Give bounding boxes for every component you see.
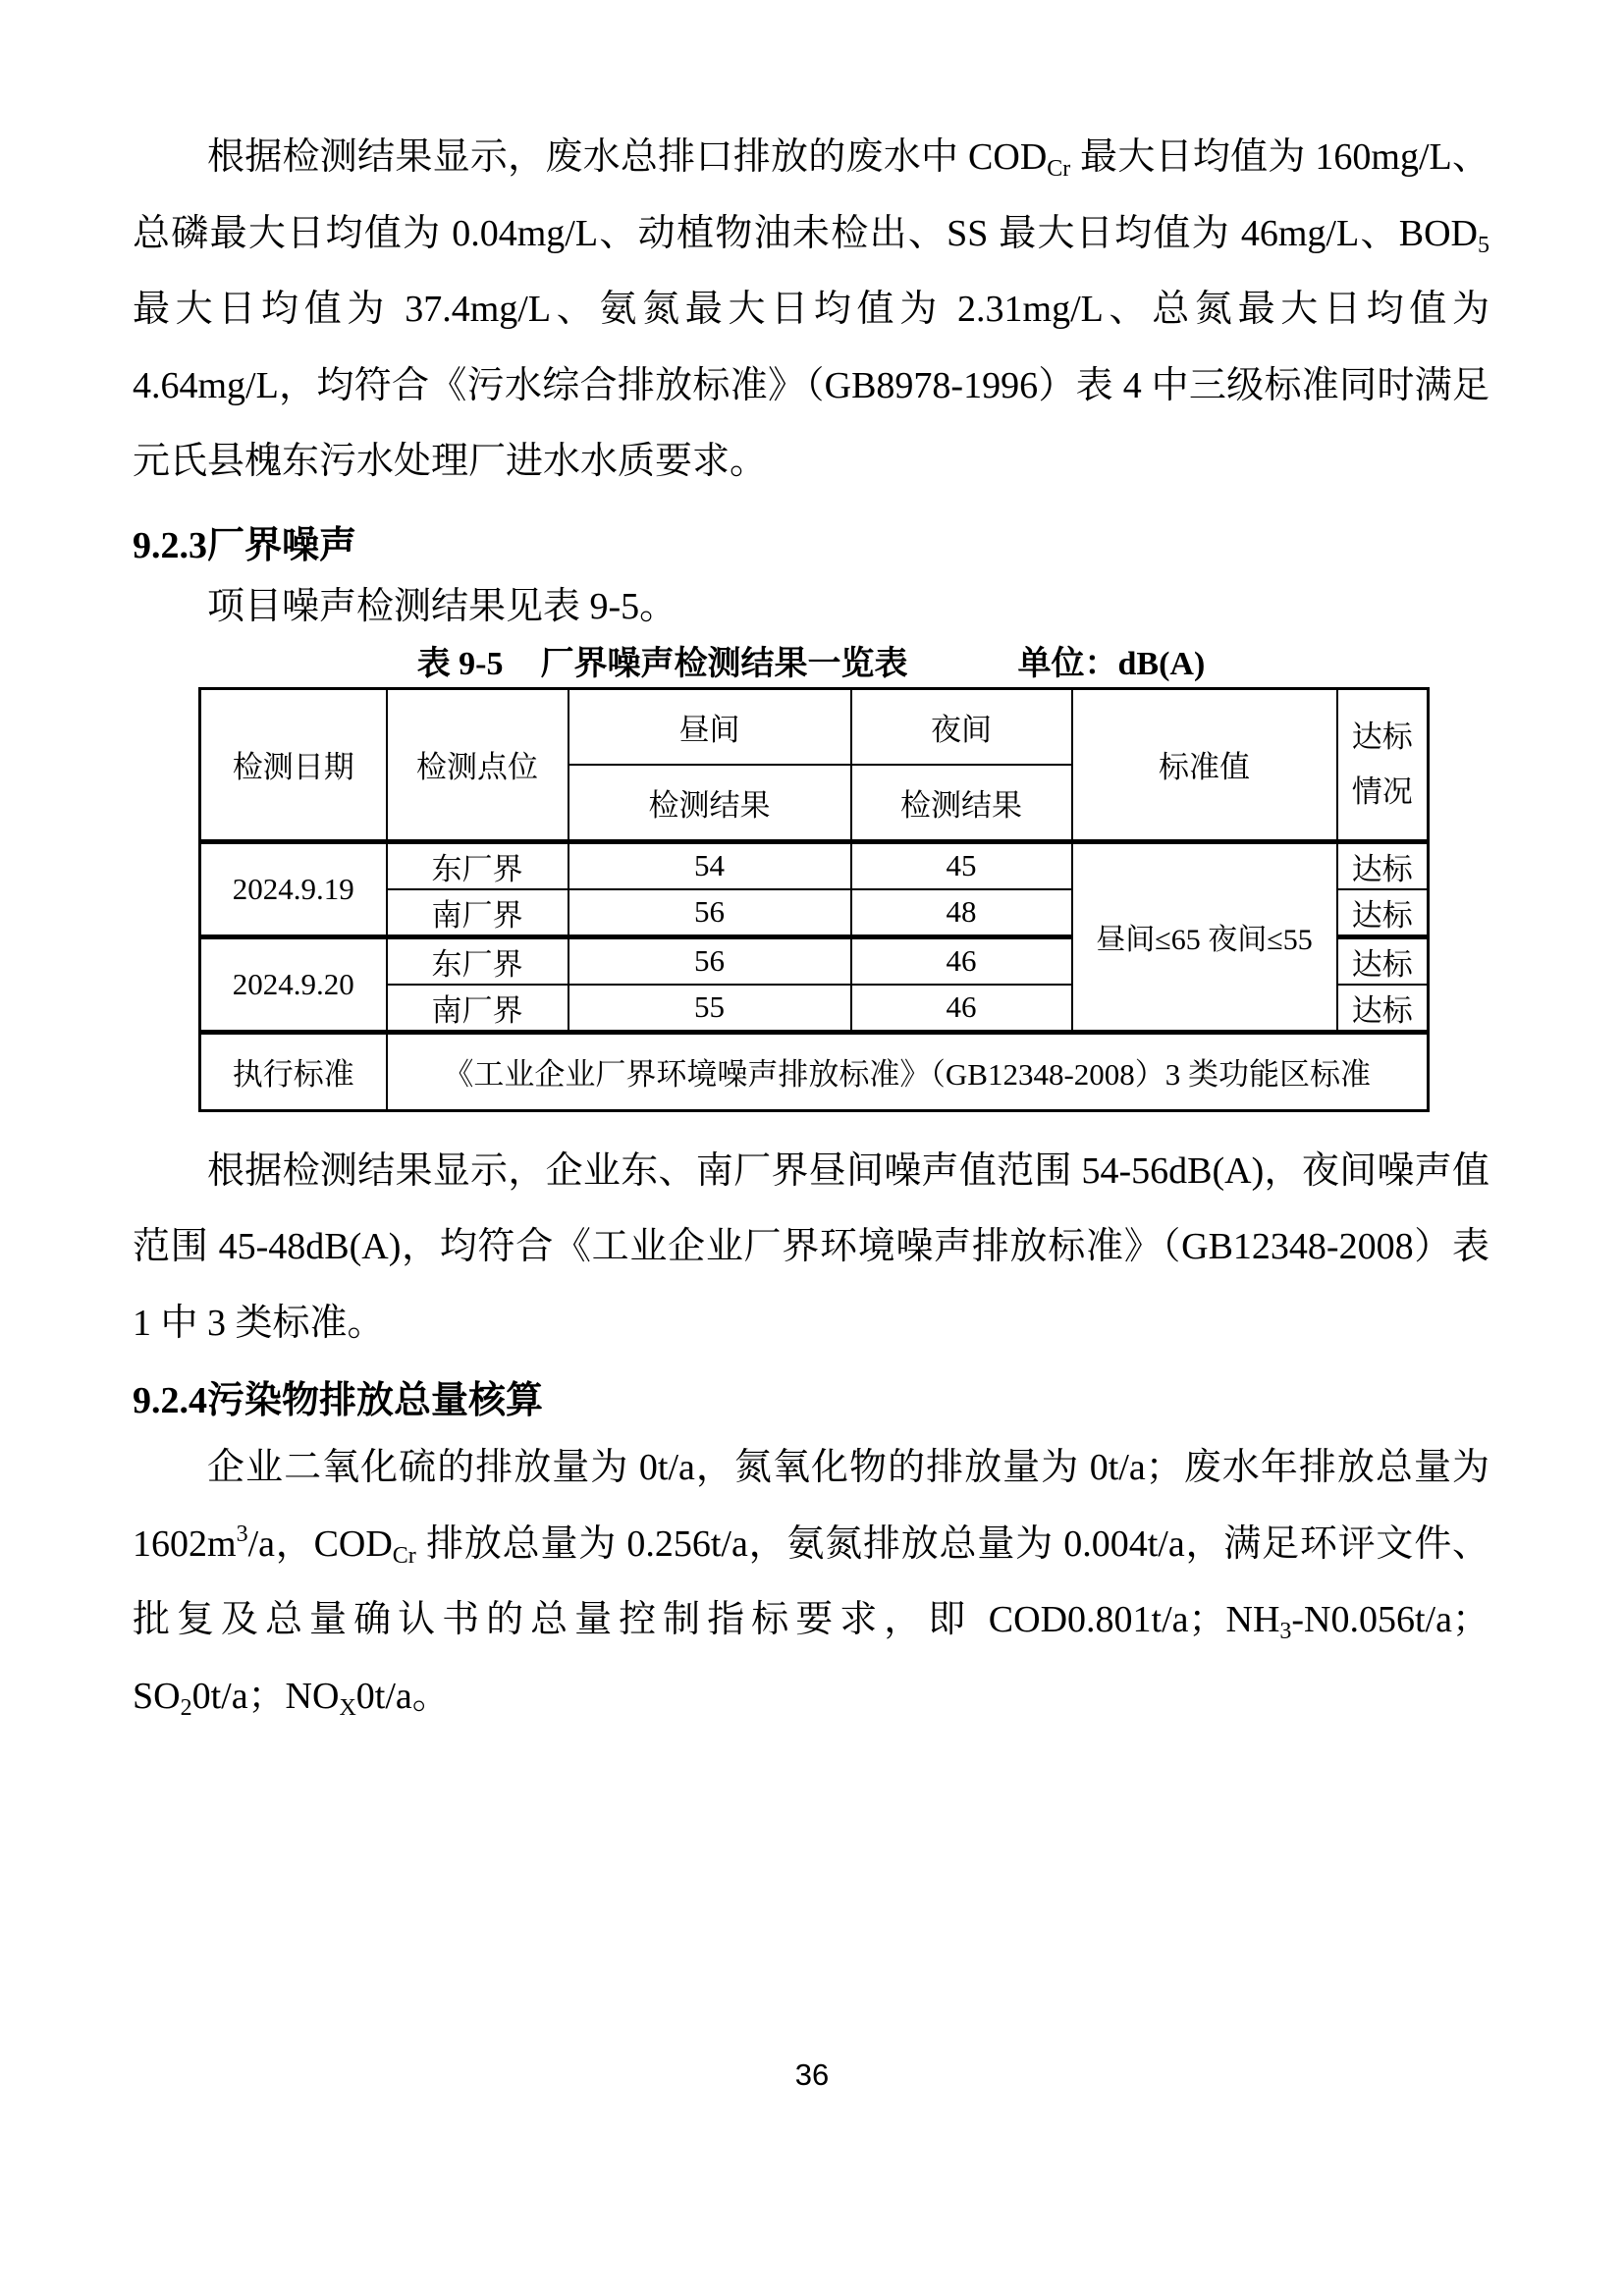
cell-point: 东厂界 [387,936,568,985]
paragraph-wastewater-results: 根据检测结果显示，废水总排口排放的废水中 $COD_{Cr}$ 最大日均值为 160mg/L、总磷最大日均值为 0.04mg/L、动植物油未检出、SS 最大日均值为 46mg/L、$BOD_5$ 最大日均值为 37.4mg/L、氨氮最大日均值为 2.31mg/L、总氮最大日均值为 4.64mg/L，均符合《污水综合排放标准》（GB8978-1996）表 4 中三级标准同时满足元氏县槐东污水处理厂进水水质要求。 [133,136,1490,482]
cell-status: 达标 [1337,889,1429,937]
cell-day-value: 54 [568,841,851,889]
header-date: 检测日期 [200,688,387,841]
section-heading-9-2-3: 9.2.3厂界噪声 [133,524,357,566]
cell-night-value: 46 [851,936,1072,985]
cell-date: 2024.9.20 [200,936,387,1032]
table-caption-unit: 单位：dB(A) [1017,645,1206,682]
cell-point: 南厂界 [387,985,568,1033]
table-caption [133,642,1489,687]
header-night: 夜间 [851,688,1072,765]
header-day: 昼间 [568,688,851,765]
cell-standard-value: 昼间≤65 夜间≤55 [1072,841,1337,1032]
cell-status: 达标 [1337,985,1429,1033]
page-content [133,120,1489,1735]
header-night-result: 检测结果 [851,765,1072,841]
header-standard: 标准值 [1072,688,1337,841]
table-caption-title: 厂界噪声检测结果一览表 [540,645,908,682]
cell-status: 达标 [1337,936,1429,985]
paragraph-total-emissions: 企业二氧化硫的排放量为 0t/a，氮氧化物的排放量为 0t/a；废水年排放总量为 $1602m^3/a$，$COD_{Cr}$ 排放总量为 0.256t/a，氨氮排放总量为 0.004t/a，满足环评文件、批复及总量确认书的总量控制指标要求，即 COD0.801t/a；$NH_3-N0.056t/a$；$SO_20t/a$；$NO_X0t/a$。 [133,1447,1489,1721]
cell-night-value: 45 [851,841,1072,889]
header-day-result: 检测结果 [568,765,851,841]
page-number: 36 [794,2057,830,2092]
cell-point: 东厂界 [387,841,568,889]
cell-day-value: 56 [568,889,851,937]
section-heading-9-2-4: 9.2.4污染物排放总量核算 [133,1380,544,1421]
footer-standard-text: 《工业企业厂界环境噪声排放标准》（GB12348-2008）3 类功能区标准 [387,1032,1429,1110]
table-caption-label: 表 9-5 [416,645,504,682]
cell-night-value: 48 [851,889,1072,937]
cell-day-value: 55 [568,985,851,1033]
cell-status: 达标 [1337,841,1429,889]
header-point: 检测点位 [387,688,568,841]
noise-monitoring-table [198,687,1430,1112]
cell-day-value: 56 [568,936,851,985]
footer-label: 执行标准 [200,1032,387,1110]
paragraph-noise-conclusion: 根据检测结果显示，企业东、南厂界昼间噪声值范围 54-56dB(A)，夜间噪声值范围 45-48dB(A)，均符合《工业企业厂界环境噪声排放标准》（GB12348-2008）表 1 中 3 类标准。 [133,1149,1489,1344]
table-footer-row [200,1032,1429,1110]
paragraph-table-ref: 项目噪声检测结果见表 9-5。 [207,585,677,627]
cell-point: 南厂界 [387,889,568,937]
header-compliance: 达标情况 [1337,688,1429,841]
cell-night-value: 46 [851,985,1072,1033]
cell-date: 2024.9.19 [200,841,387,936]
table-row [200,841,1429,889]
table-header-row-1 [200,688,1429,765]
